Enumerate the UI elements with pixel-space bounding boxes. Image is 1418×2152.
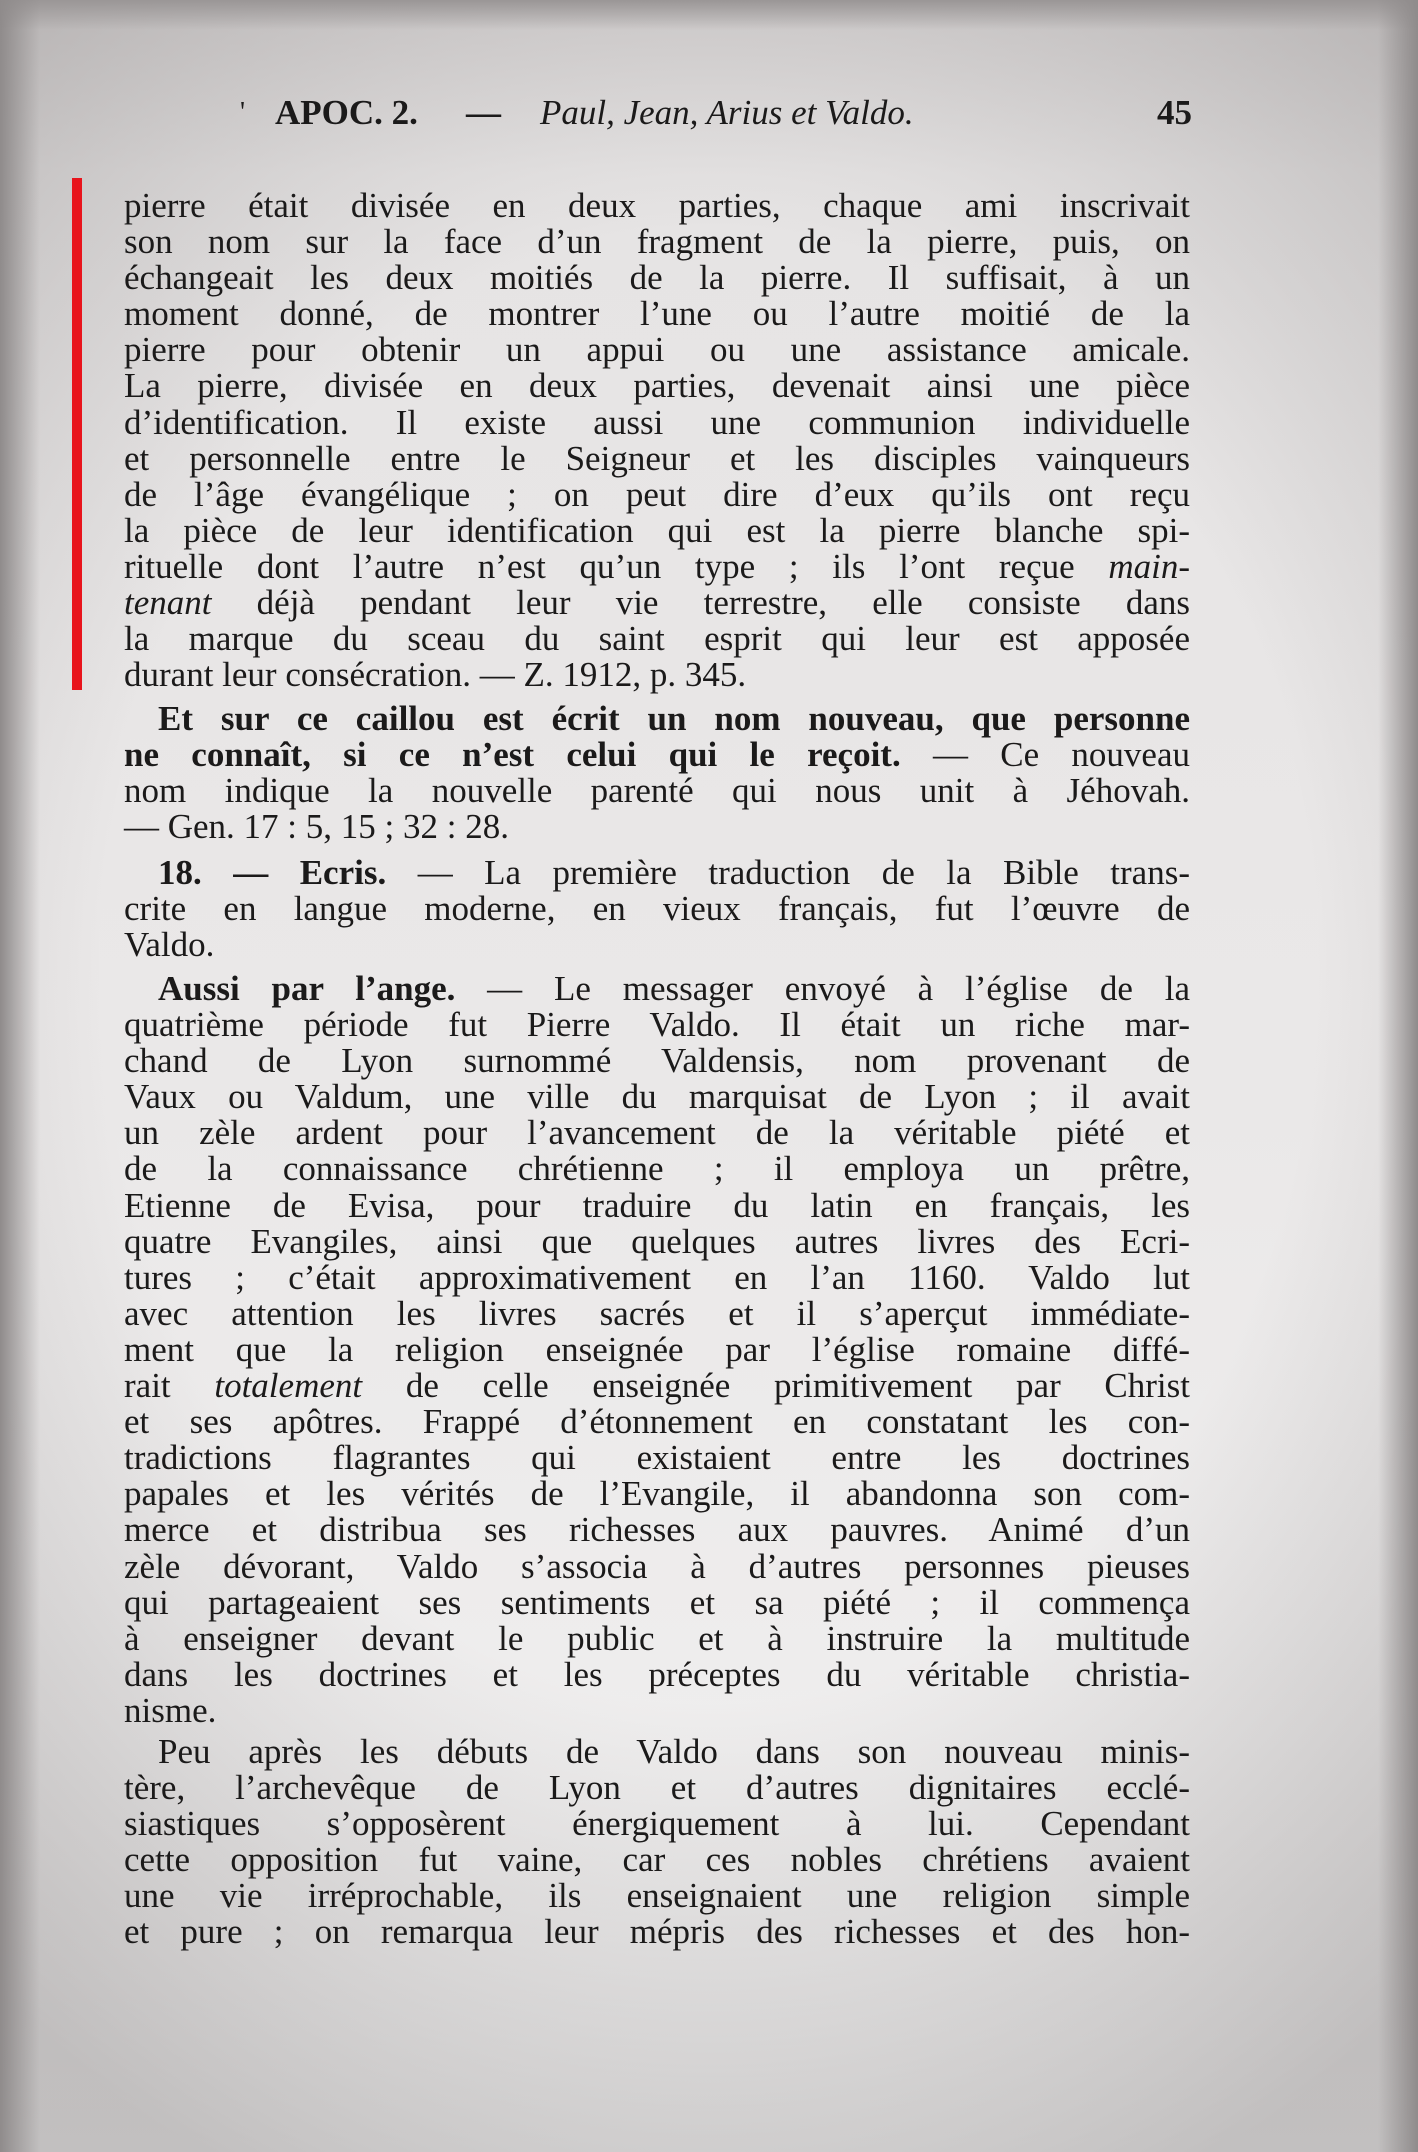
text: rait bbox=[124, 1366, 215, 1406]
text-line bbox=[124, 1806, 1190, 1842]
text: chand de Lyon surnommé Valdensis, nom provenant de bbox=[124, 1041, 1190, 1081]
text: La pierre, divisée en deux parties, devenait ainsi une pièce bbox=[124, 366, 1190, 406]
text-line bbox=[124, 701, 1190, 737]
text-line bbox=[124, 1257, 1190, 1297]
bold-text: Aussi par l’ange. bbox=[158, 969, 456, 1008]
text-line bbox=[124, 510, 1190, 550]
text-line bbox=[124, 773, 1190, 809]
text-line bbox=[124, 1151, 1190, 1187]
text: de l’âge évangélique ; on peut dire d’eux qu’ils ont reçu bbox=[124, 474, 1190, 514]
italic-text: totalement bbox=[214, 1366, 363, 1406]
text-line bbox=[124, 585, 1190, 621]
text: la pièce de leur identification qui est la pierre blanche spi- bbox=[124, 510, 1190, 550]
text-line bbox=[124, 737, 1190, 773]
text: tures ; c’était approximativement en l’an 1160. Valdo lut bbox=[124, 1257, 1190, 1297]
text-line bbox=[124, 224, 1190, 260]
running-header bbox=[240, 92, 1192, 134]
text-line bbox=[124, 1770, 1190, 1806]
text: avec attention les livres sacrés et il s’aperçut immédiate- bbox=[124, 1293, 1190, 1333]
bold-text: ne connaît, si ce n’est celui qui le reçoit. bbox=[124, 735, 901, 775]
text: qui partageaient ses sentiments et sa piété ; il commença bbox=[124, 1582, 1190, 1622]
text-line bbox=[124, 1582, 1190, 1622]
text-line bbox=[124, 1618, 1190, 1658]
text-line bbox=[124, 1368, 1190, 1404]
text: et pure ; on remarqua leur mépris des richesses et des hon- bbox=[124, 1912, 1190, 1952]
text: et ses apôtres. Frappé d’étonnement en constatant les con- bbox=[124, 1402, 1190, 1442]
text-line bbox=[124, 1329, 1190, 1369]
text-line bbox=[124, 1440, 1190, 1476]
text: un zèle ardent pour l’avancement de la véritable piété et bbox=[124, 1113, 1190, 1153]
text: tradictions flagrantes qui existaient entre les doctrines bbox=[124, 1438, 1190, 1478]
text-line bbox=[124, 474, 1190, 514]
paragraph bbox=[124, 971, 1190, 1729]
text: quatrième période fut Pierre Valdo. Il était un riche mar- bbox=[124, 1005, 1190, 1045]
text: nisme. bbox=[124, 1690, 217, 1730]
text: quatre Evangiles, ainsi que quelques autres livres des Ecri- bbox=[124, 1221, 1190, 1261]
text-line bbox=[124, 1654, 1190, 1694]
text-line bbox=[124, 368, 1190, 404]
text-line bbox=[124, 438, 1190, 478]
paragraph bbox=[124, 701, 1190, 845]
text: rituelle dont l’autre n’est qu’un type ; ils l’ont reçue bbox=[124, 546, 1109, 586]
text: — Gen. 17 : 5, 15 ; 32 : 28. bbox=[124, 807, 509, 847]
text: Valdo. bbox=[124, 925, 215, 965]
text-line bbox=[124, 1115, 1190, 1151]
text-line bbox=[124, 657, 1190, 693]
text-line bbox=[124, 1690, 1190, 1730]
text: — Le messager envoyé à l’église de la bbox=[455, 969, 1190, 1008]
text-line bbox=[124, 1404, 1190, 1440]
bold-text: Et sur ce caillou est écrit un nom nouveau, que personne bbox=[158, 699, 1190, 738]
text: et personnelle entre le Seigneur et les disciples vainqueurs bbox=[124, 438, 1190, 478]
margin-marker bbox=[72, 178, 82, 690]
text-line bbox=[124, 1043, 1190, 1079]
text-line bbox=[124, 927, 1190, 963]
italic-text: tenant bbox=[124, 583, 212, 623]
paragraph bbox=[124, 1734, 1190, 1951]
text: échangeait les deux moitiés de la pierre. Il suffisait, à un bbox=[124, 258, 1190, 298]
text: Etienne de Evisa, pour traduire du latin en français, les bbox=[124, 1185, 1190, 1225]
text: à enseigner devant le public et à instruire la multitude bbox=[124, 1618, 1190, 1658]
italic-text: main- bbox=[1108, 546, 1190, 586]
paragraph bbox=[124, 855, 1190, 963]
text: siastiques s’opposèrent énergiquement à lui. Cependant bbox=[124, 1804, 1190, 1844]
text-line bbox=[124, 891, 1190, 927]
text-line bbox=[124, 332, 1190, 368]
text: nom indique la nouvelle parenté qui nous unit à Jéhovah. bbox=[124, 771, 1190, 811]
text-line bbox=[124, 1221, 1190, 1261]
text: pierre pour obtenir un appui ou une assistance amicale. bbox=[124, 330, 1190, 370]
text: merce et distribua ses richesses aux pauvres. Animé d’un bbox=[124, 1510, 1190, 1550]
text: une vie irréprochable, ils enseignaient une religion simple bbox=[124, 1876, 1190, 1916]
header-title: Paul, Jean, Arius et Valdo. bbox=[540, 93, 914, 132]
header-dash: — bbox=[466, 93, 501, 132]
text-line bbox=[124, 1546, 1190, 1586]
text-line bbox=[124, 1512, 1190, 1548]
text: tère, l’archevêque de Lyon et d’autres dignitaires ecclé- bbox=[124, 1768, 1190, 1808]
header-mark: ' bbox=[240, 97, 246, 128]
text-line bbox=[124, 1842, 1190, 1878]
text: de la connaissance chrétienne ; il employa un prêtre, bbox=[124, 1149, 1190, 1189]
text: son nom sur la face d’un fragment de la pierre, puis, on bbox=[124, 222, 1190, 262]
text: ment que la religion enseignée par l’église romaine diffé- bbox=[124, 1329, 1190, 1369]
text-line bbox=[124, 809, 1190, 845]
page-number: 45 bbox=[1157, 93, 1192, 132]
text-line bbox=[124, 188, 1190, 224]
text-line bbox=[124, 1476, 1190, 1512]
text-line bbox=[124, 1734, 1190, 1770]
text-line bbox=[124, 402, 1190, 442]
text: déjà pendant leur vie terrestre, elle consiste dans bbox=[211, 583, 1190, 623]
text-line bbox=[124, 1185, 1190, 1225]
text-line bbox=[124, 546, 1190, 586]
header-reference: APOC. 2. bbox=[275, 93, 418, 132]
bold-text: 18. — Ecris. bbox=[158, 853, 387, 892]
text-line bbox=[124, 1293, 1190, 1333]
text: d’identification. Il existe aussi une communion individuelle bbox=[124, 402, 1190, 442]
text: Peu après les débuts de Valdo dans son nouveau minis- bbox=[158, 1732, 1190, 1771]
scan-edge-top bbox=[0, 0, 1418, 30]
text-line bbox=[124, 855, 1190, 891]
text-line bbox=[124, 1878, 1190, 1914]
text: la marque du sceau du saint esprit qui leur est apposée bbox=[124, 619, 1190, 659]
text-line bbox=[124, 1079, 1190, 1115]
text: zèle dévorant, Valdo s’associa à d’autres personnes pieuses bbox=[124, 1546, 1190, 1586]
text: papales et les vérités de l’Evangile, il abandonna son com- bbox=[124, 1474, 1190, 1514]
text-line bbox=[124, 1914, 1190, 1950]
text: dans les doctrines et les préceptes du véritable christia- bbox=[124, 1654, 1190, 1694]
text: — Ce nouveau bbox=[900, 735, 1190, 775]
text: moment donné, de montrer l’une ou l’autre moitié de la bbox=[124, 294, 1190, 334]
text-line bbox=[124, 1007, 1190, 1043]
text: cette opposition fut vaine, car ces nobles chrétiens avaient bbox=[124, 1840, 1190, 1880]
text-line bbox=[124, 971, 1190, 1007]
text: durant leur consécration. — Z. 1912, p. 345. bbox=[124, 655, 747, 695]
scan-edge-right bbox=[1378, 0, 1418, 2152]
text-line bbox=[124, 621, 1190, 657]
text: — La première traduction de la Bible trans- bbox=[386, 853, 1190, 892]
text: Vaux ou Valdum, une ville du marquisat de Lyon ; il avait bbox=[124, 1077, 1190, 1117]
scan-edge-left bbox=[0, 0, 40, 2152]
text: de celle enseignée primitivement par Christ bbox=[362, 1366, 1191, 1406]
text-line bbox=[124, 260, 1190, 296]
text: crite en langue moderne, en vieux français, fut l’œuvre de bbox=[124, 889, 1190, 929]
paragraph bbox=[124, 188, 1190, 693]
text: pierre était divisée en deux parties, chaque ami inscrivait bbox=[124, 186, 1190, 225]
text-line bbox=[124, 296, 1190, 332]
